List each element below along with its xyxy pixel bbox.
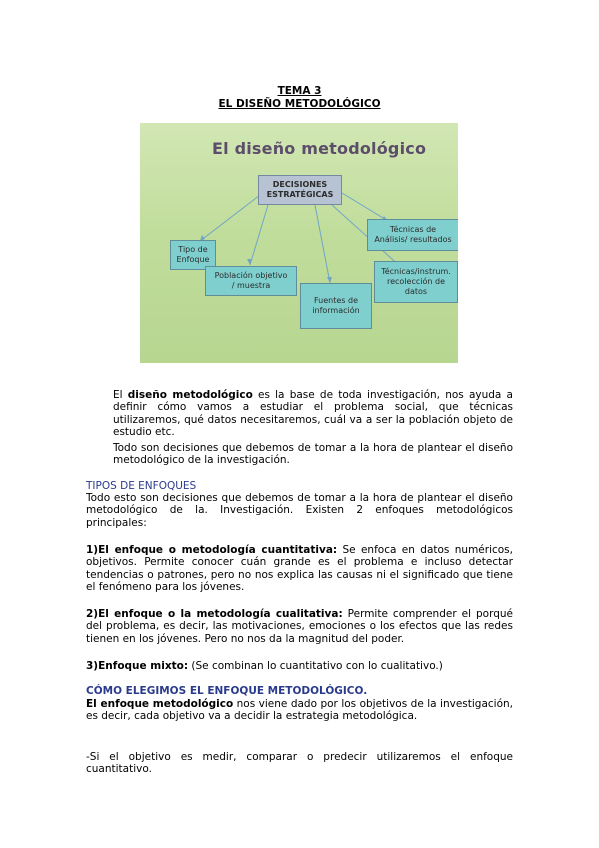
- item-mixto: 3)Enfoque mixto: (Se combinan lo cuantitativo con lo cualitativo.): [86, 660, 443, 672]
- item-cualitativa: 2)El enfoque o la metodología cualitativa: Permite comprender el porqué del problema, es decir, las motivaciones, emociones o los efectos que las redes tienen en los jóvenes. Pero no nos da la magnitud del poder.: [86, 608, 514, 645]
- box-tecnicas-instrum: Técnicas/instrum. recolección de datos: [374, 261, 458, 303]
- paragraph-decisiones: Todo son decisiones que debemos de tomar a la hora de plantear el diseño metodológico de la investigación.: [113, 442, 513, 467]
- paragraph-como-elegimos: El enfoque metodológico nos viene dado por los objetivos de la investigación, es decir, cada objetivo va a decidir la estrategia metodológica.: [86, 698, 513, 723]
- box-tipo-enfoque: Tipo de Enfoque: [170, 240, 216, 270]
- paragraph-tipos: Todo esto son decisiones que debemos de tomar a la hora de plantear el diseño metodológico de la. Investigación. Existen 2 enfoques metodológicos principales:: [86, 492, 513, 529]
- box-poblacion: Población objetivo / muestra: [205, 266, 297, 296]
- heading-tipos-enfoques: TIPOS DE ENFOQUES: [86, 480, 197, 492]
- paragraph-medir: -Si el objetivo es medir, comparar o predecir utilizaremos el enfoque cuantitativo.: [86, 751, 513, 776]
- heading-como-elegimos: CÓMO ELEGIMOS EL ENFOQUE METODOLÓGICO.: [86, 685, 368, 697]
- tema-number: TEMA 3: [277, 85, 322, 97]
- document-title: EL DISEÑO METODOLÓGICO: [218, 98, 381, 110]
- box-fuentes: Fuentes de información: [300, 283, 372, 329]
- box-tecnicas-analisis: Técnicas de Análisis/ resultados: [367, 219, 458, 251]
- item-cuantitativa: 1)El enfoque o metodología cuantitativa: Se enfoca en datos numéricos, objetivos. Permite conocer cuán grande es el problema e incluso detectar tendencias o patrones, pero no nos explica las causas ni el significado que tiene el fenómeno para los jóvenes.: [86, 544, 513, 593]
- box-decisiones: DECISIONES ESTRATÉGICAS: [258, 175, 342, 205]
- paragraph-intro: El diseño metodológico es la base de toda investigación, nos ayuda a definir cómo vamos a estudiar el problema social, que técnicas utilizaremos, qué datos necesitaremos, cuál va a ser la población objeto de estudio etc.: [113, 389, 513, 438]
- diagram-image: [140, 123, 458, 363]
- slide-title: El diseño metodológico: [212, 139, 427, 158]
